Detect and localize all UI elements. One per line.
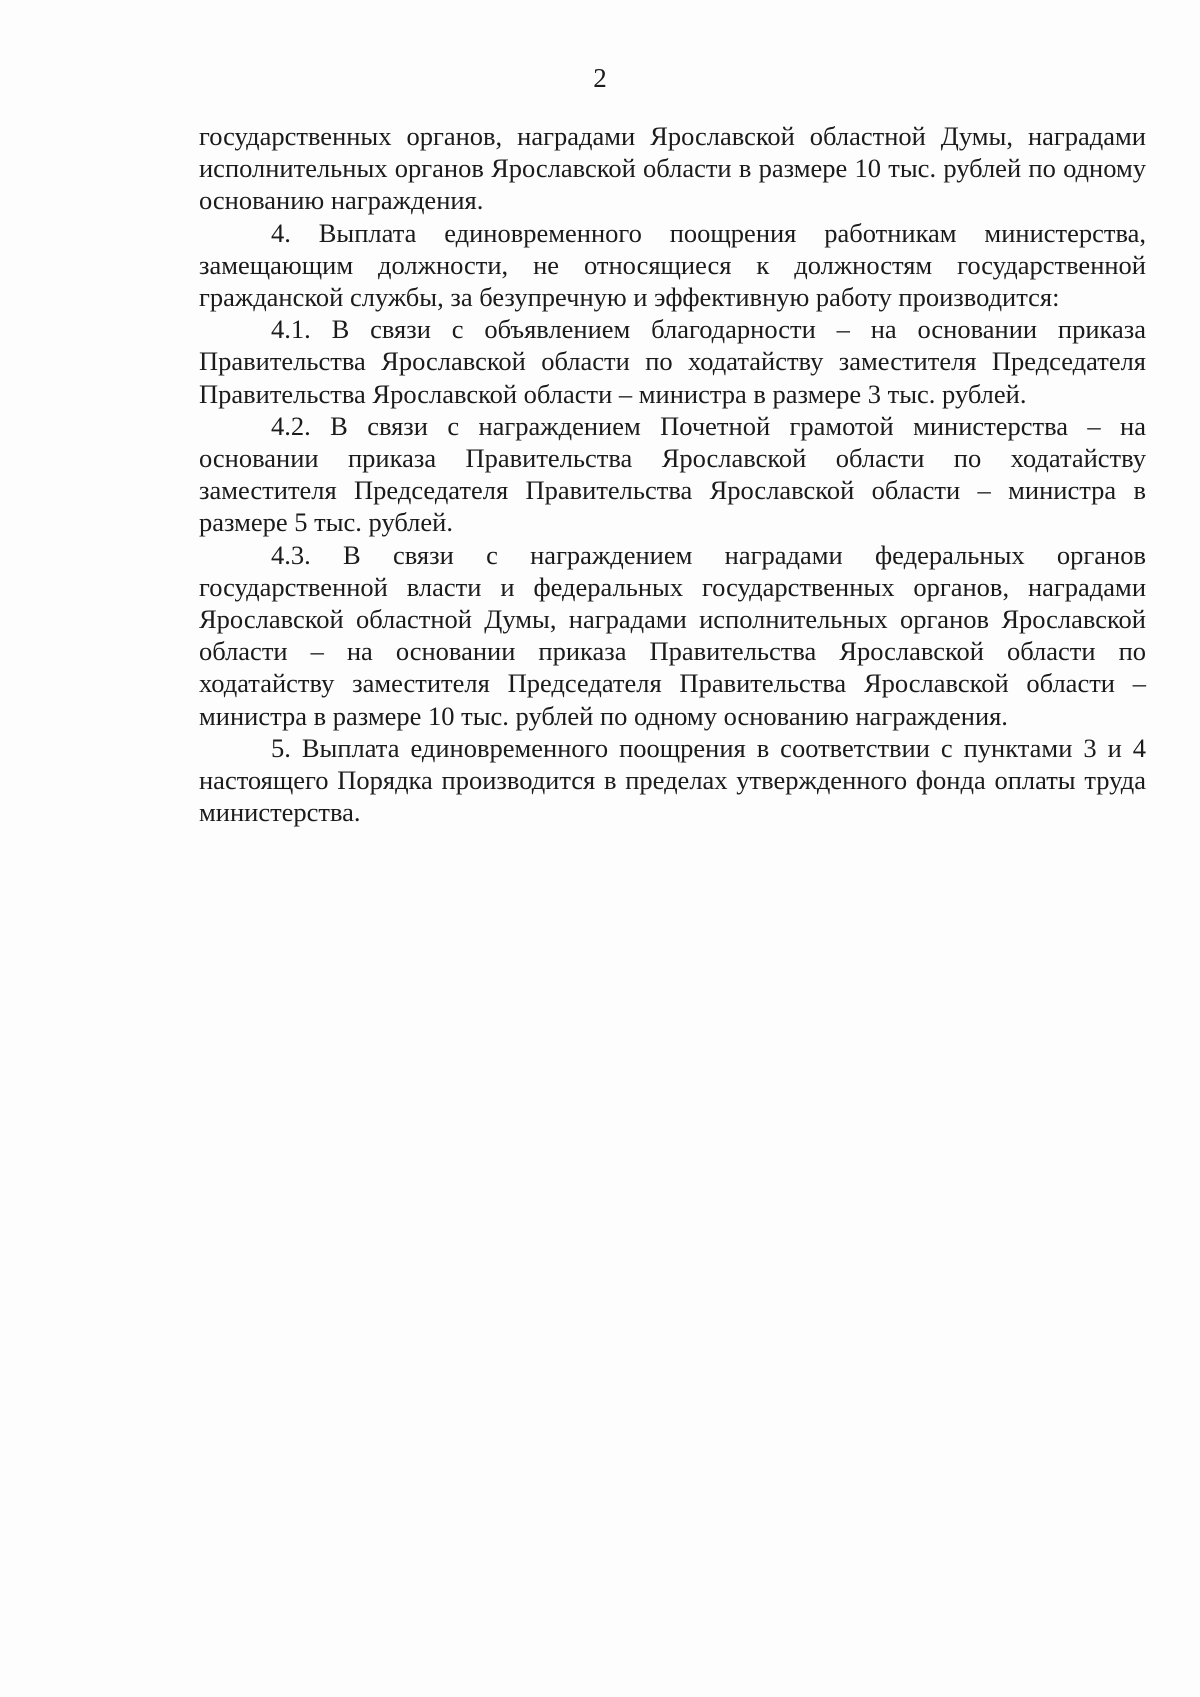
paragraph-item-4-2: 4.2. В связи с награждением Почетной грамотой министерства – на основании приказа Правительства Ярославской области по ходатайству заместителя Председателя Правительства Ярославской области – министра в размере 5 тыс. рублей. xyxy=(199,410,1146,538)
paragraph-item-4-1: 4.1. В связи с объявлением благодарности – на основании приказа Правительства Ярославской области по ходатайству заместителя Председателя Правительства Ярославской области – министра в размере 3 тыс. рублей. xyxy=(199,314,1146,409)
paragraph-item-5: 5. Выплата единовременного поощрения в соответствии с пунктами 3 и 4 настоящего Порядка производится в пределах утвержденного фонда оплаты труда министерства. xyxy=(199,732,1146,828)
page-number: 2 xyxy=(593,63,607,93)
document-body xyxy=(199,120,1146,828)
paragraph-item-4-3: 4.3. В связи с награждением наградами федеральных органов государственной власти и федеральных государственных органов, наградами Ярославской областной Думы, наградами исполнительных органов Ярославской области – на основании приказа Правительства Ярославской области по ходатайству заместителя Председателя Правительства Ярославской области – министра в размере 10 тыс. рублей по одному основанию награждения. xyxy=(199,539,1146,731)
paragraph-item-4: 4. Выплата единовременного поощрения работникам министерства, замещающим должности, не относящиеся к должностям государственной гражданской службы, за безупречную и эффективную работу производится: xyxy=(199,217,1146,313)
paragraph-continuation: государственных органов, наградами Ярославской областной Думы, наградами исполнительных органов Ярославской области в размере 10 тыс. рублей по одному основанию награждения. xyxy=(199,121,1146,216)
